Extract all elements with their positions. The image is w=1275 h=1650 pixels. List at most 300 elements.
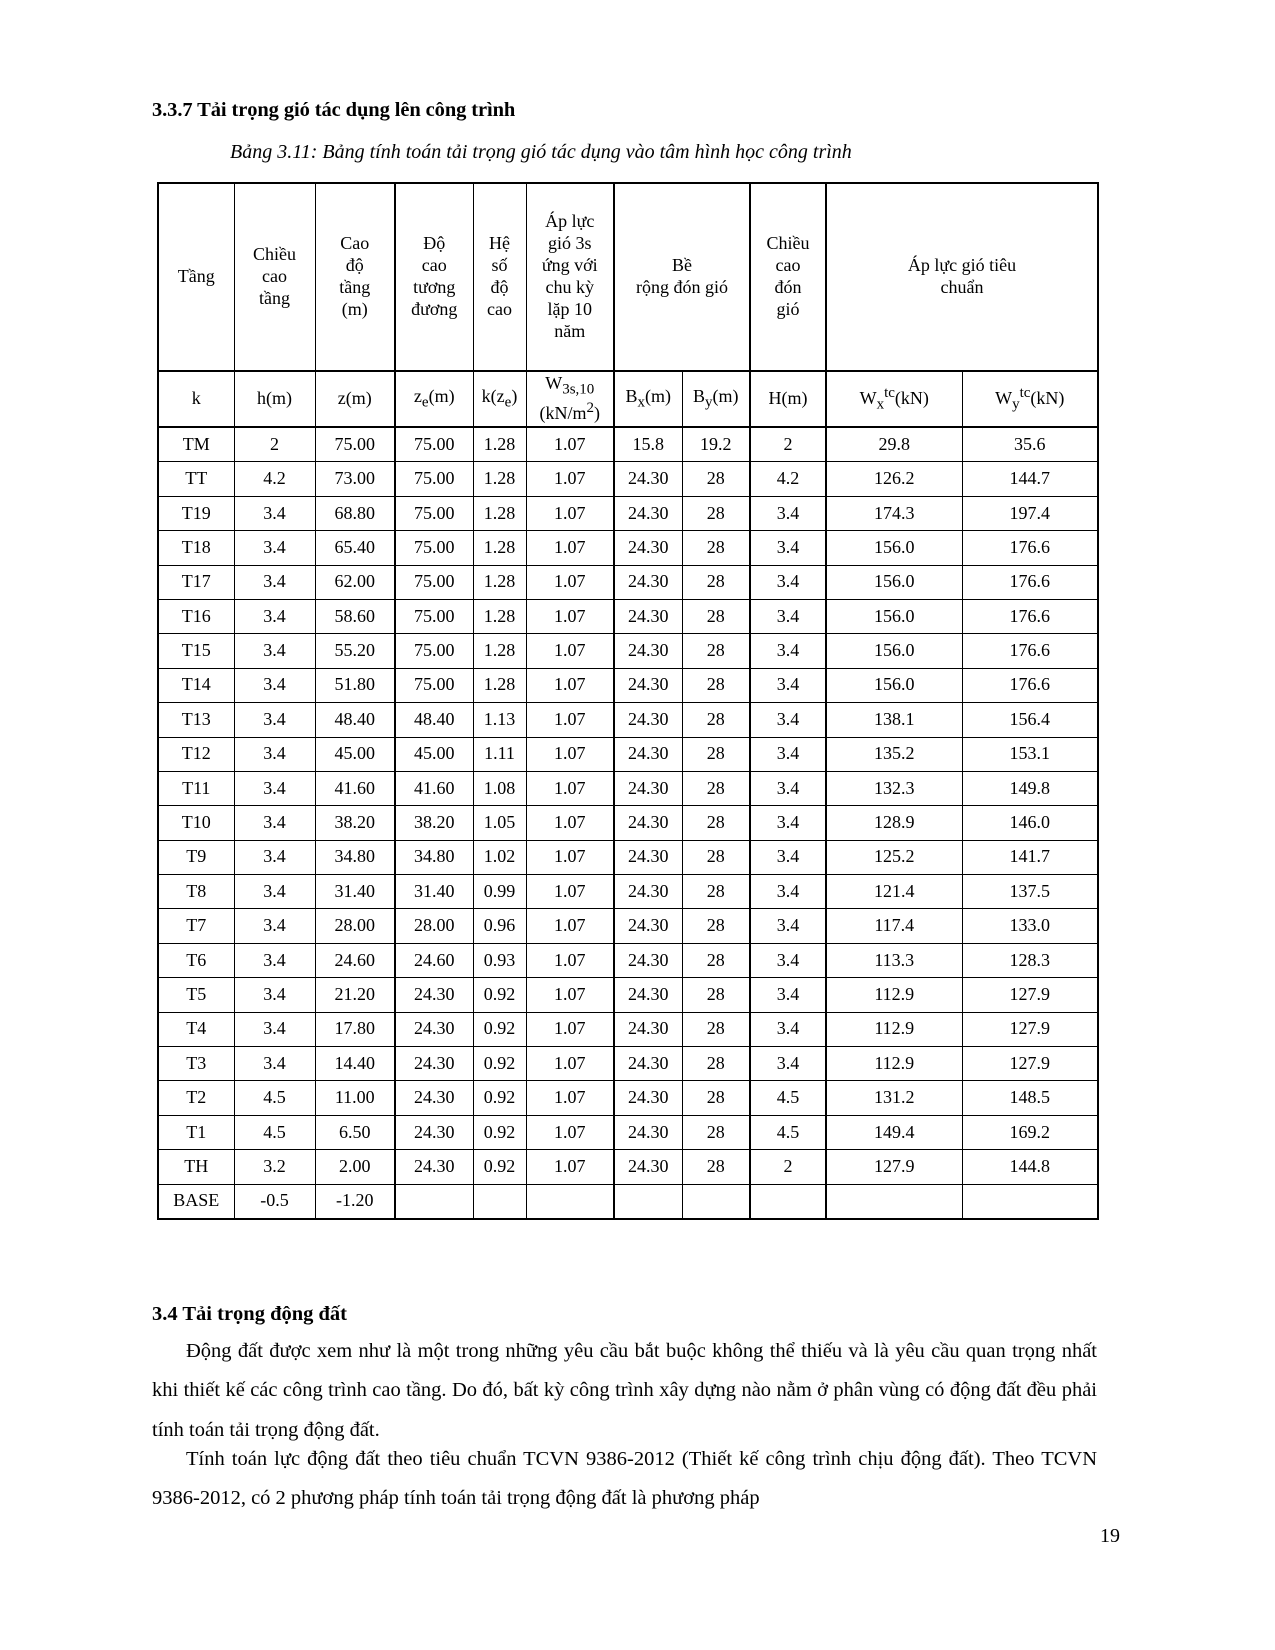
table-cell: 148.5 bbox=[962, 1081, 1098, 1115]
table-cell: 176.6 bbox=[962, 668, 1098, 702]
table-cell: 1.07 bbox=[526, 427, 614, 462]
table-row bbox=[158, 840, 1098, 874]
table-row bbox=[158, 943, 1098, 977]
table-cell: 3.4 bbox=[234, 771, 315, 805]
table-cell: 28 bbox=[682, 599, 750, 633]
table-row bbox=[158, 1081, 1098, 1115]
table-cell: 1.28 bbox=[473, 531, 526, 565]
table-cell: T10 bbox=[158, 806, 234, 840]
table-cell: 4.2 bbox=[750, 462, 826, 496]
table-cell: 15.8 bbox=[614, 427, 682, 462]
paragraph-2-text: Tính toán lực động đất theo tiêu chuẩn TCVN 9386-2012 (Thiết kế công trình chịu động đất). Theo TCVN 9386-2012, có 2 phương pháp tính toán tải trọng động đất là phương pháp bbox=[152, 1448, 1097, 1510]
table-body bbox=[158, 427, 1098, 1219]
header-chieu-cao-tang: Chiều cao tầng bbox=[234, 183, 315, 371]
table-cell bbox=[962, 1184, 1098, 1219]
table-cell: 24.30 bbox=[614, 703, 682, 737]
table-cell: 3.4 bbox=[750, 703, 826, 737]
table-cell: 3.4 bbox=[750, 1047, 826, 1081]
table-cell: 24.30 bbox=[614, 771, 682, 805]
table-cell: 24.30 bbox=[614, 1115, 682, 1149]
table-cell: TH bbox=[158, 1150, 234, 1184]
table-cell: 1.07 bbox=[526, 909, 614, 943]
table-cell: 24.30 bbox=[395, 1047, 473, 1081]
table-cell: 28 bbox=[682, 1115, 750, 1149]
table-cell: 38.20 bbox=[395, 806, 473, 840]
table-cell bbox=[395, 1184, 473, 1219]
table-cell: 28 bbox=[682, 531, 750, 565]
table-cell: 24.30 bbox=[614, 875, 682, 909]
table-cell: 1.07 bbox=[526, 1047, 614, 1081]
table-cell: 3.4 bbox=[750, 1012, 826, 1046]
table-cell: 38.20 bbox=[315, 806, 395, 840]
header-chieu-cao-don-gio: Chiều cao đón gió bbox=[750, 183, 826, 371]
table-cell bbox=[682, 1184, 750, 1219]
table-cell: T4 bbox=[158, 1012, 234, 1046]
table-cell: 1.02 bbox=[473, 840, 526, 874]
page-title: 3.3.7 Tải trọng gió tác dụng lên công trình bbox=[152, 99, 516, 121]
table-cell: 24.30 bbox=[614, 462, 682, 496]
table-cell: 28 bbox=[682, 909, 750, 943]
wind-load-table bbox=[157, 182, 1099, 1220]
table-cell: 24.30 bbox=[395, 978, 473, 1012]
table-cell: 3.4 bbox=[234, 668, 315, 702]
table-cell: 1.07 bbox=[526, 875, 614, 909]
table-cell: 75.00 bbox=[395, 599, 473, 633]
table-cell: T13 bbox=[158, 703, 234, 737]
table-cell: 24.30 bbox=[614, 1012, 682, 1046]
header-cao-do-tang: Cao độ tầng (m) bbox=[315, 183, 395, 371]
table-cell: 3.4 bbox=[234, 1012, 315, 1046]
table-cell: 3.4 bbox=[750, 496, 826, 530]
table-cell: -0.5 bbox=[234, 1184, 315, 1219]
table-cell: 75.00 bbox=[395, 668, 473, 702]
table-cell: 28 bbox=[682, 496, 750, 530]
table-cell: 1.28 bbox=[473, 668, 526, 702]
table-cell: 156.0 bbox=[826, 668, 962, 702]
table-cell: 4.5 bbox=[234, 1081, 315, 1115]
table-cell: 128.3 bbox=[962, 943, 1098, 977]
table-row bbox=[158, 1150, 1098, 1184]
table-cell: 24.30 bbox=[614, 565, 682, 599]
table-cell: 55.20 bbox=[315, 634, 395, 668]
table-cell: 0.92 bbox=[473, 1115, 526, 1149]
header-he-so-do-cao: Hệ số độ cao bbox=[473, 183, 526, 371]
table-row bbox=[158, 909, 1098, 943]
table-cell: 121.4 bbox=[826, 875, 962, 909]
table-cell: 1.28 bbox=[473, 427, 526, 462]
symbol-wxtc: $W_x^{tc}(kN)$ bbox=[826, 371, 962, 427]
table-cell: 176.6 bbox=[962, 599, 1098, 633]
table-cell: 58.60 bbox=[315, 599, 395, 633]
symbol-H: H(m) bbox=[750, 371, 826, 427]
table-cell: 48.40 bbox=[315, 703, 395, 737]
table-cell: 24.30 bbox=[614, 806, 682, 840]
table-cell: 3.4 bbox=[750, 840, 826, 874]
table-cell: 197.4 bbox=[962, 496, 1098, 530]
table-cell: 75.00 bbox=[395, 531, 473, 565]
table-row bbox=[158, 427, 1098, 462]
table-cell: 128.9 bbox=[826, 806, 962, 840]
table-cell: 41.60 bbox=[395, 771, 473, 805]
symbol-h: h(m) bbox=[234, 371, 315, 427]
table-cell: 1.07 bbox=[526, 1115, 614, 1149]
table-row bbox=[158, 462, 1098, 496]
table-cell: 24.30 bbox=[614, 943, 682, 977]
table-cell: 149.8 bbox=[962, 771, 1098, 805]
table-cell: 127.9 bbox=[962, 978, 1098, 1012]
table-row bbox=[158, 634, 1098, 668]
table-cell: BASE bbox=[158, 1184, 234, 1219]
table-cell: 156.0 bbox=[826, 531, 962, 565]
table-cell: 17.80 bbox=[315, 1012, 395, 1046]
table-cell: 131.2 bbox=[826, 1081, 962, 1115]
table-row bbox=[158, 1047, 1098, 1081]
table-cell: 24.30 bbox=[614, 909, 682, 943]
table-cell: 28 bbox=[682, 806, 750, 840]
symbol-bx: $B_x(m)$ bbox=[614, 371, 682, 427]
table-cell: 125.2 bbox=[826, 840, 962, 874]
table-cell: 3.4 bbox=[234, 806, 315, 840]
table-cell: 28.00 bbox=[315, 909, 395, 943]
page-number: 19 bbox=[1100, 1525, 1120, 1547]
table-cell: 28 bbox=[682, 875, 750, 909]
table-cell: 2 bbox=[750, 1150, 826, 1184]
table-cell: 149.4 bbox=[826, 1115, 962, 1149]
table-cell: T14 bbox=[158, 668, 234, 702]
table-cell: 28 bbox=[682, 1012, 750, 1046]
table-cell: 141.7 bbox=[962, 840, 1098, 874]
paragraph-1 bbox=[152, 1332, 1097, 1450]
table-cell: 153.1 bbox=[962, 737, 1098, 771]
table-cell: 24.30 bbox=[614, 1081, 682, 1115]
table-cell: 3.4 bbox=[750, 875, 826, 909]
table-cell: 45.00 bbox=[395, 737, 473, 771]
table-cell: 0.93 bbox=[473, 943, 526, 977]
table-cell: 34.80 bbox=[395, 840, 473, 874]
table-cell: 24.30 bbox=[395, 1012, 473, 1046]
table-cell: 112.9 bbox=[826, 978, 962, 1012]
table-cell: 144.7 bbox=[962, 462, 1098, 496]
table-cell bbox=[750, 1184, 826, 1219]
table-cell: 28 bbox=[682, 565, 750, 599]
table-cell: T16 bbox=[158, 599, 234, 633]
table-cell: 24.60 bbox=[395, 943, 473, 977]
table-cell: 3.4 bbox=[750, 943, 826, 977]
table-cell: 1.07 bbox=[526, 462, 614, 496]
table-cell: 24.30 bbox=[614, 737, 682, 771]
table-cell: 28 bbox=[682, 1081, 750, 1115]
table-cell: 29.8 bbox=[826, 427, 962, 462]
table-cell: T1 bbox=[158, 1115, 234, 1149]
table-cell: T2 bbox=[158, 1081, 234, 1115]
table-cell: 176.6 bbox=[962, 531, 1098, 565]
table-cell: 1.07 bbox=[526, 634, 614, 668]
table-cell: 0.92 bbox=[473, 1012, 526, 1046]
table-cell: 1.07 bbox=[526, 943, 614, 977]
table-cell: 174.3 bbox=[826, 496, 962, 530]
table-row bbox=[158, 771, 1098, 805]
table-cell: T17 bbox=[158, 565, 234, 599]
table-cell: 28 bbox=[682, 943, 750, 977]
table-cell: 3.4 bbox=[234, 943, 315, 977]
table-cell: 144.8 bbox=[962, 1150, 1098, 1184]
table-cell: 28 bbox=[682, 634, 750, 668]
table-cell: 28.00 bbox=[395, 909, 473, 943]
table-cell: 113.3 bbox=[826, 943, 962, 977]
table-cell: 24.30 bbox=[395, 1115, 473, 1149]
table-cell: T19 bbox=[158, 496, 234, 530]
table-cell: 135.2 bbox=[826, 737, 962, 771]
table-cell: 3.4 bbox=[234, 909, 315, 943]
table-cell: 4.2 bbox=[234, 462, 315, 496]
table-cell: 3.4 bbox=[750, 771, 826, 805]
table-cell: 28 bbox=[682, 703, 750, 737]
table-cell: 24.30 bbox=[614, 531, 682, 565]
table-cell bbox=[526, 1184, 614, 1219]
table-cell: 4.5 bbox=[234, 1115, 315, 1149]
table-cell: 24.30 bbox=[614, 634, 682, 668]
table-cell: 31.40 bbox=[395, 875, 473, 909]
table-cell: 112.9 bbox=[826, 1012, 962, 1046]
table-cell: 24.30 bbox=[614, 599, 682, 633]
symbol-ze: $z_e(m)$ bbox=[395, 371, 473, 427]
table-cell: 24.30 bbox=[614, 840, 682, 874]
table-cell: 11.00 bbox=[315, 1081, 395, 1115]
table-cell: 117.4 bbox=[826, 909, 962, 943]
table-cell: 1.07 bbox=[526, 668, 614, 702]
table-cell: 1.07 bbox=[526, 1012, 614, 1046]
table-cell: 1.07 bbox=[526, 531, 614, 565]
table-cell: 3.2 bbox=[234, 1150, 315, 1184]
table-cell: 3.4 bbox=[750, 531, 826, 565]
table-cell: 0.99 bbox=[473, 875, 526, 909]
table-row bbox=[158, 875, 1098, 909]
table-cell: 3.4 bbox=[750, 737, 826, 771]
table-caption: Bảng 3.11: Bảng tính toán tải trọng gió tác dụng vào tâm hình học công trình bbox=[230, 141, 852, 163]
table-cell: 3.4 bbox=[234, 1047, 315, 1081]
table-cell: 75.00 bbox=[395, 427, 473, 462]
table-cell: 62.00 bbox=[315, 565, 395, 599]
table-cell: 176.6 bbox=[962, 634, 1098, 668]
table-cell: 1.28 bbox=[473, 565, 526, 599]
table-row bbox=[158, 531, 1098, 565]
table-cell: 3.4 bbox=[234, 703, 315, 737]
table-cell: 3.4 bbox=[750, 668, 826, 702]
table-cell: 24.30 bbox=[614, 496, 682, 530]
table-cell: 112.9 bbox=[826, 1047, 962, 1081]
table-cell: 28 bbox=[682, 840, 750, 874]
table-cell: 75.00 bbox=[395, 496, 473, 530]
table-cell: 75.00 bbox=[315, 427, 395, 462]
table-cell: 1.13 bbox=[473, 703, 526, 737]
table-cell: T12 bbox=[158, 737, 234, 771]
table-cell: T9 bbox=[158, 840, 234, 874]
table-cell: 1.07 bbox=[526, 840, 614, 874]
table-cell: 1.07 bbox=[526, 1150, 614, 1184]
header-ap-luc-gio-3s: Áp lực gió 3s ứng với chu kỳ lặp 10 năm bbox=[526, 183, 614, 371]
table-cell: 3.4 bbox=[750, 978, 826, 1012]
table-cell: 3.4 bbox=[750, 634, 826, 668]
table-cell: 28 bbox=[682, 462, 750, 496]
table-cell: 1.05 bbox=[473, 806, 526, 840]
table-cell: 127.9 bbox=[962, 1012, 1098, 1046]
table-cell bbox=[614, 1184, 682, 1219]
table-cell: 156.0 bbox=[826, 565, 962, 599]
table-cell: 1.07 bbox=[526, 771, 614, 805]
table-row bbox=[158, 1184, 1098, 1219]
table-cell: 65.40 bbox=[315, 531, 395, 565]
table-cell: T8 bbox=[158, 875, 234, 909]
table-cell: T6 bbox=[158, 943, 234, 977]
table-cell: TM bbox=[158, 427, 234, 462]
table-cell: 1.08 bbox=[473, 771, 526, 805]
symbol-wytc: $W_y^{tc}(kN)$ bbox=[962, 371, 1098, 427]
table-cell: 1.11 bbox=[473, 737, 526, 771]
header-do-cao-tuong-duong: Độ cao tương đương bbox=[395, 183, 473, 371]
table-cell: T15 bbox=[158, 634, 234, 668]
symbol-by: $B_y(m)$ bbox=[682, 371, 750, 427]
table-cell: 28 bbox=[682, 978, 750, 1012]
table-cell: 1.28 bbox=[473, 599, 526, 633]
table-cell: 51.80 bbox=[315, 668, 395, 702]
table-cell: 28 bbox=[682, 737, 750, 771]
table-cell: 19.2 bbox=[682, 427, 750, 462]
paragraph-1-text: Động đất được xem như là một trong những yêu cầu bắt buộc không thể thiếu và là yêu cầu quan trọng nhất khi thiết kế các công trình cao tầng. Do đó, bất kỳ công trình xây dựng nào nằm ở phân vùng có động đất đều phải tính toán tải trọng động đất. bbox=[152, 1340, 1097, 1441]
table-cell: 2 bbox=[234, 427, 315, 462]
table-cell: T5 bbox=[158, 978, 234, 1012]
table-row bbox=[158, 1115, 1098, 1149]
table-cell: 127.9 bbox=[826, 1150, 962, 1184]
table-cell: 24.30 bbox=[614, 978, 682, 1012]
table-cell: 1.07 bbox=[526, 1081, 614, 1115]
table-cell: 3.4 bbox=[234, 840, 315, 874]
table-cell: 3.4 bbox=[750, 806, 826, 840]
table-row bbox=[158, 496, 1098, 530]
table-cell: 156.0 bbox=[826, 599, 962, 633]
table-cell: T7 bbox=[158, 909, 234, 943]
table-cell: 1.07 bbox=[526, 737, 614, 771]
table-cell: T18 bbox=[158, 531, 234, 565]
table-cell: T11 bbox=[158, 771, 234, 805]
table-cell: 1.28 bbox=[473, 496, 526, 530]
table-cell: 3.4 bbox=[234, 634, 315, 668]
table-cell: 0.92 bbox=[473, 1081, 526, 1115]
table-cell: 2 bbox=[750, 427, 826, 462]
table-cell: 75.00 bbox=[395, 462, 473, 496]
table-cell: 3.4 bbox=[234, 875, 315, 909]
header-tang: Tầng bbox=[158, 183, 234, 371]
table-cell: 1.07 bbox=[526, 565, 614, 599]
table-cell: 1.28 bbox=[473, 462, 526, 496]
table-cell: 24.30 bbox=[395, 1150, 473, 1184]
table-cell: 3.4 bbox=[750, 909, 826, 943]
table-cell: 31.40 bbox=[315, 875, 395, 909]
table-row bbox=[158, 668, 1098, 702]
table-cell: -1.20 bbox=[315, 1184, 395, 1219]
table-cell: 156.0 bbox=[826, 634, 962, 668]
header-be-rong-don-gio: Bề rộng đón gió bbox=[614, 183, 750, 371]
table-cell: 14.40 bbox=[315, 1047, 395, 1081]
table-cell: 3.4 bbox=[234, 737, 315, 771]
table-cell: 1.07 bbox=[526, 599, 614, 633]
table-cell: 126.2 bbox=[826, 462, 962, 496]
table-row bbox=[158, 1012, 1098, 1046]
table-cell: 133.0 bbox=[962, 909, 1098, 943]
table-symbol-row bbox=[158, 371, 1098, 427]
table-row bbox=[158, 599, 1098, 633]
table-cell: 0.92 bbox=[473, 978, 526, 1012]
table-cell: 0.92 bbox=[473, 1047, 526, 1081]
table-cell: 137.5 bbox=[962, 875, 1098, 909]
table-cell: 21.20 bbox=[315, 978, 395, 1012]
table-cell: 138.1 bbox=[826, 703, 962, 737]
table-cell: 146.0 bbox=[962, 806, 1098, 840]
table-cell: 75.00 bbox=[395, 565, 473, 599]
table-cell: 4.5 bbox=[750, 1115, 826, 1149]
table-cell: 1.07 bbox=[526, 703, 614, 737]
symbol-z: z(m) bbox=[315, 371, 395, 427]
table-cell: 3.4 bbox=[750, 599, 826, 633]
table-cell: 28 bbox=[682, 668, 750, 702]
table-cell: 68.80 bbox=[315, 496, 395, 530]
symbol-w3s10: $W_{3s,10}$ $(kN/m^2)$ bbox=[526, 371, 614, 427]
table-row bbox=[158, 703, 1098, 737]
table-cell: 169.2 bbox=[962, 1115, 1098, 1149]
table-cell: 24.30 bbox=[395, 1081, 473, 1115]
table-cell: 3.4 bbox=[234, 978, 315, 1012]
table-cell: 6.50 bbox=[315, 1115, 395, 1149]
table-cell: 1.07 bbox=[526, 806, 614, 840]
section-heading: 3.4 Tải trọng động đất bbox=[152, 1303, 347, 1325]
table-cell: 28 bbox=[682, 1150, 750, 1184]
table-cell: 3.4 bbox=[750, 565, 826, 599]
table-cell: 1.28 bbox=[473, 634, 526, 668]
table-cell: 24.30 bbox=[614, 1047, 682, 1081]
table-row bbox=[158, 737, 1098, 771]
table-row bbox=[158, 978, 1098, 1012]
table-row bbox=[158, 806, 1098, 840]
paragraph-2 bbox=[152, 1440, 1097, 1519]
table-cell: 24.30 bbox=[614, 668, 682, 702]
table-header-group-row bbox=[158, 183, 1098, 371]
table-cell: T3 bbox=[158, 1047, 234, 1081]
table-cell: 1.07 bbox=[526, 496, 614, 530]
table-cell: 4.5 bbox=[750, 1081, 826, 1115]
table-cell: 28 bbox=[682, 1047, 750, 1081]
header-ap-luc-gio-tieu-chuan: Áp lực gió tiêu chuẩn bbox=[826, 183, 1098, 371]
table-cell: 3.4 bbox=[234, 565, 315, 599]
symbol-k: k bbox=[158, 371, 234, 427]
table-cell: 75.00 bbox=[395, 634, 473, 668]
symbol-kze: $k(z_e)$ bbox=[473, 371, 526, 427]
table-cell: 28 bbox=[682, 771, 750, 805]
table-cell: 48.40 bbox=[395, 703, 473, 737]
table-cell: 176.6 bbox=[962, 565, 1098, 599]
table-cell: 3.4 bbox=[234, 599, 315, 633]
table-cell: 73.00 bbox=[315, 462, 395, 496]
table-cell: 41.60 bbox=[315, 771, 395, 805]
table-row bbox=[158, 565, 1098, 599]
table-cell: 1.07 bbox=[526, 978, 614, 1012]
table-cell: 24.30 bbox=[614, 1150, 682, 1184]
table-cell: 0.96 bbox=[473, 909, 526, 943]
table-cell: 127.9 bbox=[962, 1047, 1098, 1081]
table-cell: 24.60 bbox=[315, 943, 395, 977]
table-cell: 34.80 bbox=[315, 840, 395, 874]
table-cell: 3.4 bbox=[234, 496, 315, 530]
table-cell: 3.4 bbox=[234, 531, 315, 565]
table-cell: 156.4 bbox=[962, 703, 1098, 737]
